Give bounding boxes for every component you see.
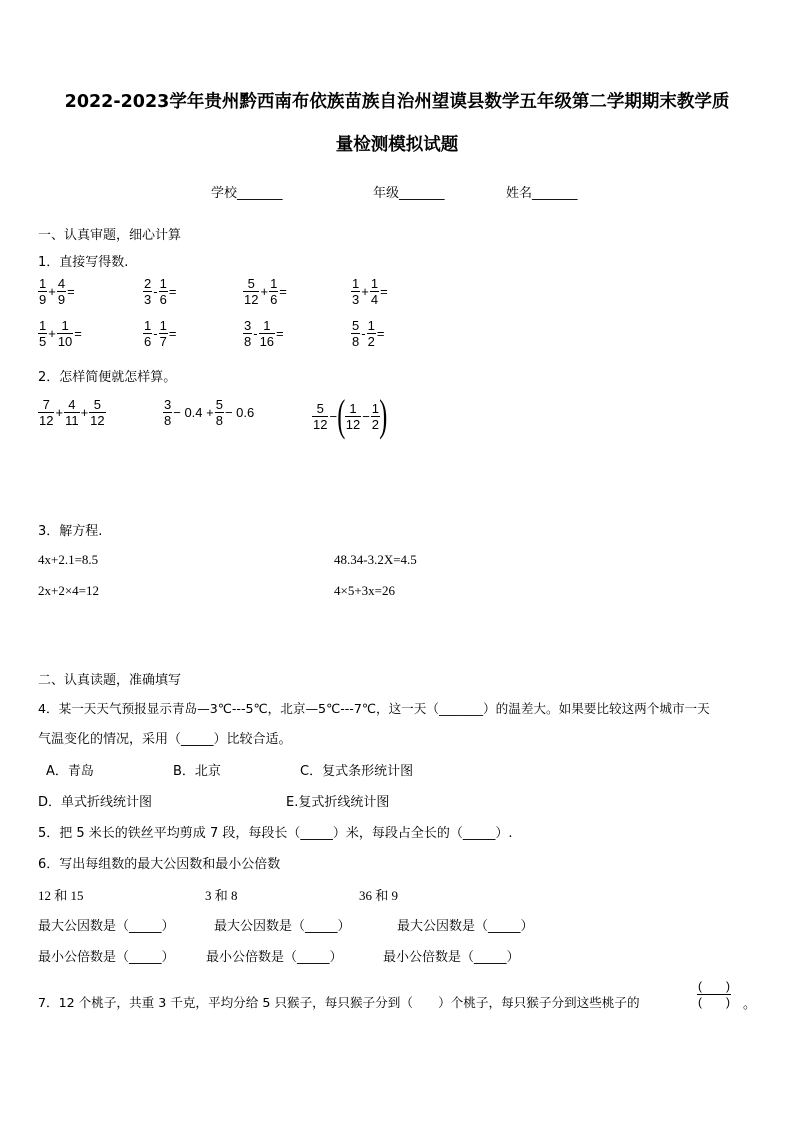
q3-equation-3: 2x+2×4=12 [38,583,99,598]
fraction: 5 12 [244,276,259,307]
q2-expression-1: 7 12 + $\frac{4}{11}$ + $\frac{5}{12}$ [39,397,105,428]
fraction: $\frac{5}{12}$ [90,397,105,428]
q4-option-b: B．北京 [173,764,221,779]
doc-title-line-2: 量检测模拟试题 [335,135,459,155]
q6-gcd-2: 最大公因数是（_____） [214,919,351,934]
q1-exercise: 1 9 + $\frac{4}{9}$ = [39,276,75,307]
fraction: $\frac{4}{9}$ [57,276,66,307]
fraction: $\frac{1}{4}$ [370,276,379,307]
q3-equation-4: 4×5+3x=26 [334,583,395,598]
fraction: $\frac{1}{6}$ [159,276,167,307]
q1-exercise: 2 3 - $\frac{1}{6}$ = [144,276,177,307]
q1-exercise: 5 8 - $\frac{1}{2}$ = [352,318,385,349]
q7-answer-fraction: ( ) ( ) [698,979,730,1009]
q6-gcd-3: 最大公因数是（_____） [397,919,534,934]
q1-exercise: 5 12 + $\frac{1}{6}$ = [244,276,287,307]
fraction: $\frac{1}{16}$ [259,318,275,349]
q1-exercise: 3 8 - $\frac{1}{16}$ = [244,318,284,349]
fraction: $\frac{1}{2}$ [371,400,380,432]
fraction: $\frac{1}{6}$ [270,276,278,307]
q7-end-mark: 。 [743,997,757,1012]
q3-equation-1: 4x+2.1=8.5 [38,552,99,567]
section-1-heading: 一、认真审题，细心计算 [38,228,182,243]
fraction: $\frac{1}{2}$ [367,318,375,349]
q5-text: 5．把 5 米长的铁丝平均剪成 7 段，每段长（_____）米，每段占全长的（_____）. [38,826,513,841]
doc-title-line-1: 2022-2023学年贵州黔西南布依族苗族自治州望谟县数学五年级第二学期期末教学质 [64,92,730,112]
q3-label: 3．解方程. [38,524,103,539]
fraction: $\frac{5}{8}$ [215,397,223,428]
q4-option-e: E.复式折线统计图 [286,795,390,810]
q6-group-1: 12 和 15 [38,888,84,903]
fraction: $\frac{1}{10}$ [57,318,73,349]
school-field: 学校_______ [211,186,283,201]
q6-gcd-1: 最大公因数是（_____） [38,919,175,934]
q4-option-d: D．单式折线统计图 [38,795,153,810]
q1-exercise: 1 6 - $\frac{1}{7}$ = [144,318,177,349]
q1-exercise: 1 5 + $\frac{1}{10}$ = [39,318,82,349]
fraction: 1 3 [352,276,360,307]
q6-lcm-2: 最小公倍数是（_____） [206,950,343,965]
q4-text-line-2: 气温变化的情况，采用（_____）比较合适。 [38,732,292,747]
fraction: 1 12 [345,400,361,432]
q4-option-a: A．青岛 [46,764,94,779]
fraction: $\frac{4}{11}$ [65,397,79,428]
q3-equation-2: 48.34-3.2X=4.5 [334,552,417,567]
fraction: 3 8 [164,397,172,428]
fraction: 5 12 [313,400,328,432]
fraction: 1 9 [39,276,47,307]
fraction: 3 8 [244,318,252,349]
q6-group-2: 3 和 8 [205,888,238,903]
q2-expression-3: 5 12 − ( 1 12 − $\frac{1}{2}$ ) [313,391,388,440]
q1-exercise: 1 3 + $\frac{1}{4}$ = [352,276,388,307]
section-2-heading: 二、认真读题，准确填写 [38,673,182,688]
fraction: 1 5 [39,318,47,349]
q2-expression-2: 3 8 − 0.4 + $\frac{5}{8}$ − 0.6 [164,397,255,428]
fraction: 5 8 [352,318,360,349]
q6-label: 6．写出每组数的最大公因数和最小公倍数 [38,857,281,872]
q1-label: 1．直接写得数. [38,255,129,270]
name-field: 姓名_______ [506,186,578,201]
fraction: $\frac{1}{7}$ [159,318,167,349]
q6-group-3: 36 和 9 [359,888,399,903]
grade-field: 年级_______ [373,186,445,201]
fraction: 2 3 [144,276,152,307]
q4-text-line-1: 4．某一天天气预报显示青岛—3℃---5℃，北京—5℃---7℃，这一天（_______）的温差大。如果要比较这两个城市一天 [38,701,710,716]
fraction: 7 12 [39,397,54,428]
fraction: 1 6 [144,318,152,349]
q4-option-c: C．复式条形统计图 [300,764,414,779]
q7-text: 7．12 个桃子，共重 3 千克，平均分给 5 只猴子，每只猴子分到（ ）个桃子，每只猴子分到这些桃子的 [38,995,640,1010]
q2-label: 2．怎样简便就怎样算。 [38,370,177,385]
q6-lcm-3: 最小公倍数是（_____） [383,950,520,965]
q6-lcm-1: 最小公倍数是（_____） [38,950,175,965]
